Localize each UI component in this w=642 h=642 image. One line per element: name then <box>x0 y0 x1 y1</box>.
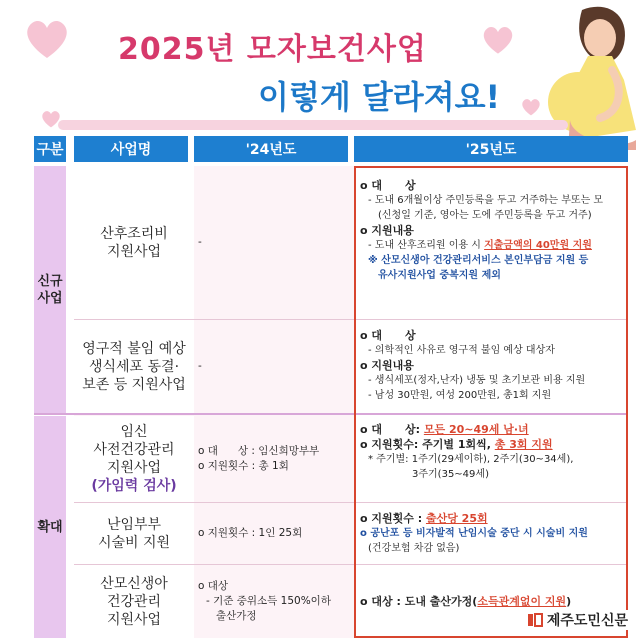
logo-icon <box>527 612 543 628</box>
row3-cycle-line2: 3주기(35~49세) <box>412 469 489 480</box>
row5-old-line2: - 기준 중위소득 150%이하 <box>206 595 331 607</box>
row3-cycle-line1: * 주기별: 1주기(29세이하), 2주기(30~34세), <box>368 454 574 465</box>
row3-old-line2: o 지원횟수 : 총 1회 <box>198 460 289 472</box>
highlight-2025-box <box>354 166 628 638</box>
logo-text: 제주도민신문 <box>546 613 628 629</box>
row2-2024-text: - <box>198 360 202 372</box>
row1-note-line1: ※ 산모신생아 건강관리서비스 본인부담금 지원 등 <box>368 255 589 266</box>
header-2024: '24년도 <box>194 136 348 162</box>
row4-old-line1: o 지원횟수 : 1인 25회 <box>198 527 303 539</box>
page-subtitle: 이렇게 달라져요! <box>258 78 501 116</box>
row4-2024 <box>194 503 348 564</box>
row3-old-line1: o 대 상 : 임신희망부부 <box>198 445 320 457</box>
category-new: 신규 사업 <box>34 166 66 414</box>
row1-note-line2: 유사지원사업 중복지원 제외 <box>378 270 501 281</box>
row1-support-line: - 도내 산후조리원 이용 시 지출금액의 40만원 지원 <box>368 240 592 251</box>
row2-2024 <box>194 320 348 413</box>
row4-name <box>74 503 194 564</box>
row2-target-label: o 대 상 <box>360 329 416 342</box>
row4-name-text: 난임부부 시술비 지원 <box>97 516 171 551</box>
category-expand: 확대 <box>34 416 66 638</box>
row2-name-text: 영구적 불임 예상 생식세포 동결· 보존 등 지원사업 <box>82 340 186 393</box>
header-category: 구분 <box>34 136 66 162</box>
row1-target-line2: (신청일 기준, 영아는 도에 주민등록을 두고 거주) <box>378 210 592 221</box>
divider-bar <box>58 120 568 130</box>
header-2025: '25년도 <box>354 136 628 162</box>
row5-old-line1: o 대상 <box>198 580 229 592</box>
row3-name-text: 임신 사전건강관리 지원사업 <box>93 424 175 476</box>
row1-target-line1: - 도내 6개월이상 주민등록을 두고 거주하는 부또는 모 <box>368 195 604 206</box>
row5-old-line3: 출산가정 <box>216 610 257 622</box>
row3-target: o 대 상: 모든 20~49세 남·녀 <box>360 423 529 436</box>
row5-2024 <box>194 565 348 638</box>
row2-name <box>74 320 194 413</box>
row4-count: o 지원횟수 : 출산당 25회 <box>360 512 488 525</box>
row3-2024 <box>194 416 348 502</box>
row1-2024-text: - <box>198 236 202 248</box>
row4-extra-line2: (건강보험 차감 없음) <box>368 543 460 554</box>
row2-support-line1: - 생식세포(정자,난자) 냉동 및 초기보관 비용 지원 <box>368 375 586 386</box>
row1-name <box>74 166 194 319</box>
row2-support-line2: - 남성 30만원, 여성 200만원, 총1회 지원 <box>368 390 552 401</box>
row1-2024 <box>194 166 348 319</box>
header-name: 사업명 <box>74 136 188 162</box>
row2-support-label: o 지원내용 <box>360 359 414 372</box>
row3-name-sub: (가임력 검사) <box>91 478 177 494</box>
row1-target-label: o 대 상 <box>360 179 416 192</box>
row1-name-text: 산후조리비 지원사업 <box>100 225 168 260</box>
row5-target: o 대상 : 도내 출산가정(소득관계없이 지원) <box>360 595 572 608</box>
row3-name <box>74 416 194 502</box>
heart-icon <box>22 14 72 64</box>
row1-support-label: o 지원내용 <box>360 224 414 237</box>
publisher-logo <box>527 610 628 630</box>
row3-count: o 지원횟수: 주기별 1회씩, 총 3회 지원 <box>360 438 553 451</box>
page-title: 2025년 모자보건사업 <box>118 32 427 67</box>
row4-extra-line1: o 공난포 등 비자발적 난임시술 중단 시 시술비 지원 <box>360 528 588 539</box>
row5-name-text: 산모신생아 건강관리 지원사업 <box>100 575 168 628</box>
heart-icon <box>480 22 516 58</box>
row2-target-line1: - 의학적인 사유로 영구적 불임 예상 대상자 <box>368 345 555 356</box>
row5-name <box>74 565 194 638</box>
